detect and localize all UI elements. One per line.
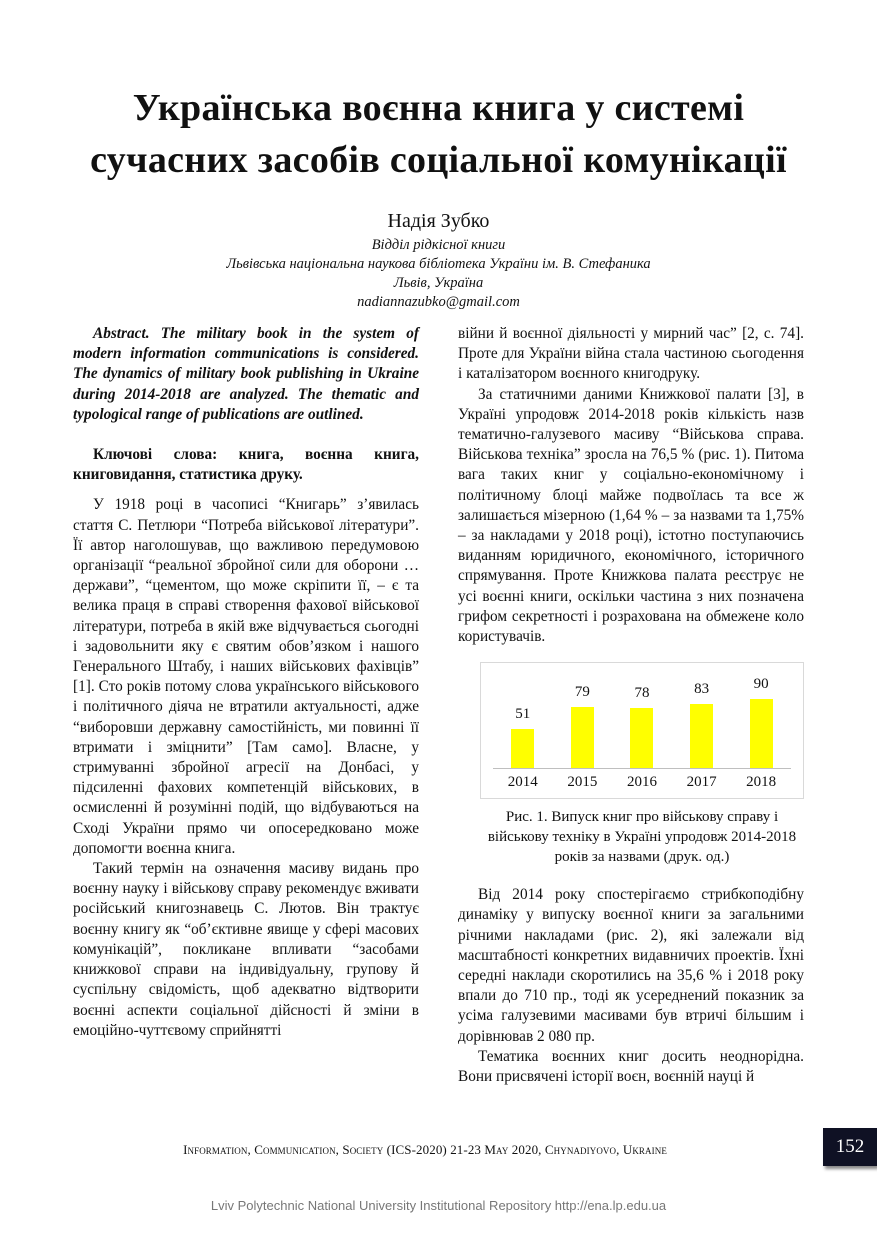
author-name: Надія Зубко bbox=[387, 210, 490, 232]
bar-value-label: 79 bbox=[574, 684, 590, 701]
x-tick-label: 2018 bbox=[746, 774, 777, 791]
title-line-2: сучасних засобів соціальної комунікації bbox=[90, 139, 787, 181]
figure-1 bbox=[458, 662, 804, 867]
institution: Львівська національна наукова бібліотека України ім. В. Стефаника bbox=[226, 256, 651, 272]
title-line-1: Українська воєнна книга у системі bbox=[132, 87, 745, 129]
bar-group bbox=[497, 673, 549, 768]
bar-group bbox=[556, 673, 608, 768]
left-column bbox=[73, 324, 419, 1041]
body-paragraph: війни й воєнної діяльності у мирний час” [2, с. 74]. Проте для України війна стала частиною сьогодення і каталізатором воєнного книгодруку. bbox=[458, 325, 804, 383]
bar-value-label: 51 bbox=[515, 706, 531, 723]
page-number: 152 bbox=[823, 1128, 877, 1166]
repository-notice: Lviv Polytechnic National University Institutional Repository http://ena.lp.edu.ua bbox=[210, 1198, 667, 1213]
bar-group bbox=[676, 673, 728, 768]
bar-value-label: 78 bbox=[634, 685, 650, 702]
abstract: Abstract. The military book in the system of modern information communications is considered. The dynamics of military book publishing in Ukraine during 2014-2018 are analyzed. The thematic and typological range of publications are outlined. bbox=[73, 325, 419, 423]
conference-footer: Information, Communication, Society (ICS-2020) 21-23 May 2020, Chynadiyovo, Ukraine bbox=[183, 1142, 667, 1157]
bar-2015 bbox=[571, 707, 594, 768]
affiliation-block bbox=[0, 236, 877, 312]
body-paragraph: Від 2014 року спостерігаємо стрибкоподібну динаміку у випуску воєнної книги за загальними річними накладами (рис. 2), які залежали від масштабності конкретних видавничих проектів. Їхні середні наклади скоротились на 35,6 % і 2018 року впали до 710 пр., тоді як усереднений показник за усіма галузевими масивами був втричі більшим і дорівнював 2 080 пр. bbox=[458, 886, 804, 1045]
bar-group bbox=[616, 673, 668, 768]
bar-value-label: 90 bbox=[753, 676, 769, 693]
x-tick-label: 2016 bbox=[626, 774, 657, 791]
body-paragraph: Такий термін на означення масиву видань про воєнну науку і військову справу рекомендує вживати російський книгознавець С. Лютов. Він трактує воєнну книгу як “об’єктивне явище у сфері масових комунікацій”, покликане впливати “засобами книжкової справи на індивідуальну, групову й суспільну свідомість, щоб адекватно відтворити воєнні аспекти соціальної дійсності й зміни в емоційно-чуттєвому сприйнятті bbox=[73, 860, 419, 1039]
bar-group bbox=[735, 673, 787, 768]
bar-2014 bbox=[511, 729, 534, 768]
bar-value-label: 83 bbox=[694, 681, 710, 698]
body-paragraph: За статичними даними Книжкової палати [3], в Україні упродовж 2014-2018 років кількість назв тематично-галузевого масиву “Військова справа. Військова техніка” зросла на 76,5 % (рис. 1). Питома вага таких книг у соціально-економічному і політичному блоці майже подвоїлась та все ж залишається мізерною (1,64 % – за назвами та 1,75% – за накладами у 2018 році), істотно поступаючись виданням юридичного, економічного, історичного спрямування. Проте Книжкова палата реєструє не усі воєнні книги, оскільки частина з них позначена грифом секретності і розрахована на обмежене коло користувачів. bbox=[458, 385, 804, 646]
bar-2017 bbox=[690, 704, 713, 768]
bar-2016 bbox=[630, 708, 653, 768]
paper-title bbox=[60, 82, 817, 186]
x-tick-label: 2014 bbox=[507, 774, 538, 791]
body-paragraph: Тематика воєнних книг досить неоднорідна. Вони присвячені історії воєн, воєнній науці й bbox=[458, 1047, 804, 1086]
figure-caption: Рис. 1. Випуск книг про військову справу і військову техніку в Україні упродовж 2014-2018 років за назвами (друк. од.) bbox=[487, 809, 797, 866]
x-tick-label: 2017 bbox=[686, 774, 717, 791]
bar-2018 bbox=[750, 699, 773, 768]
x-axis-labels bbox=[493, 772, 791, 792]
chart-plot-area bbox=[493, 673, 791, 769]
body-paragraph: У 1918 році в часописі “Книгарь” з’явилась стаття С. Петлюри “Потреба військової літератури”. Її автор наголошував, що важливою передумовою організації “реальної збройної сили для оборони … держави”, “цементом, що може скріпити її, – є та велика праця в справі створення фахової військової літератури, потреба в якій вже відчувається сьогодні і задовольнити яку є святим обов’язком і нашого Генерального Штабу, і наших військових фахівців” [1]. Сто років потому слова українського військового і політичного діяча не втратили актуальності, адже “виборовши державну самостійність, ми повинні її втримати і зміцнити” [Там само]. Власне, у стримуванні збройної агресії на Донбасі, у підсиленні фахових компетенцій військових, в осмисленні й розумінні подій, що відбуваються на Сході України прямо чи опосередковано може допомогти воєнна книга. bbox=[73, 496, 419, 857]
department: Відділ рідкісної книги bbox=[371, 237, 506, 253]
x-tick-label: 2015 bbox=[567, 774, 598, 791]
right-column bbox=[458, 324, 804, 1087]
bar-chart bbox=[480, 662, 804, 799]
location: Львів, Україна bbox=[393, 275, 484, 291]
keywords: Ключові слова: книга, воєнна книга, книговидання, статистика друку. bbox=[73, 446, 419, 484]
author-email[interactable]: nadiannazubko@gmail.com bbox=[357, 294, 520, 310]
